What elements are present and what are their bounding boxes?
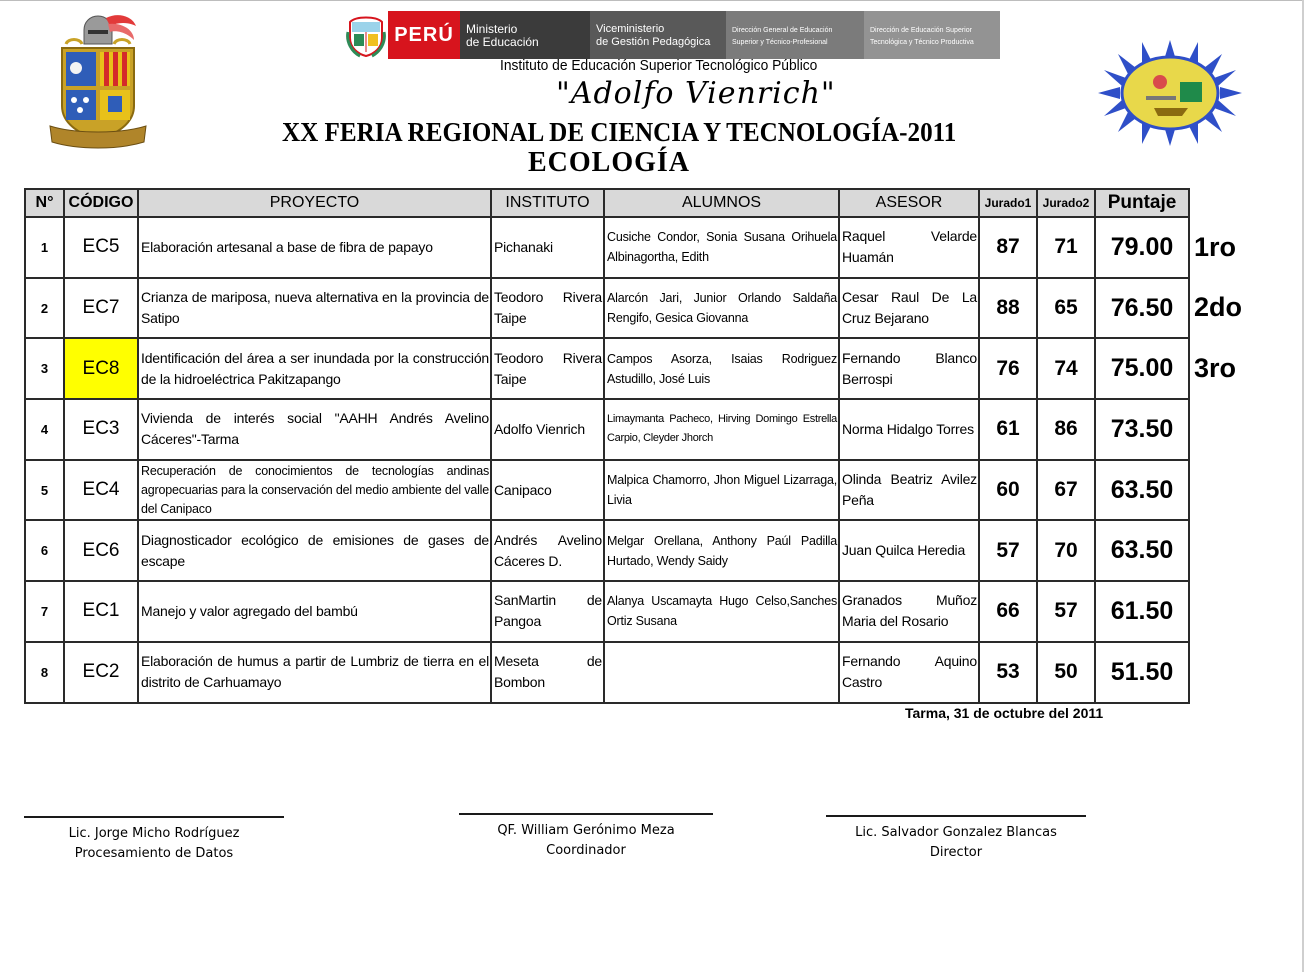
project-code-highlighted: EC8 [64, 338, 138, 399]
jurado2-score: 74 [1037, 338, 1095, 399]
date-line: Tarma, 31 de octubre del 2011 [905, 705, 1104, 721]
viceministry-line-1: Viceministerio [596, 23, 665, 35]
project-title: Crianza de mariposa, nueva alternativa en la provincia de Satipo [138, 278, 491, 339]
table-row [25, 399, 1189, 460]
category-title: ECOLOGÍA [528, 147, 691, 178]
jurado2-score: 67 [1037, 460, 1095, 521]
project-institute: Andrés Avelino Cáceres D. [491, 520, 604, 581]
row-number: 7 [25, 581, 64, 642]
signature-line [459, 813, 713, 815]
ministry-line-1: Ministerio [466, 22, 518, 36]
total-score: 73.50 [1095, 399, 1189, 460]
project-advisor: Juan Quilca Heredia [839, 520, 979, 581]
signature-block-director [826, 815, 1086, 863]
project-code: EC4 [64, 460, 138, 521]
project-code: EC7 [64, 278, 138, 339]
viceministry-line-2: de Gestión Pedagógica [596, 36, 711, 48]
column-header-jurado1: Jurado1 [979, 189, 1037, 217]
directorate-general-line-2: Superior y Técnico-Profesional [732, 39, 828, 46]
project-students: Malpica Chamorro, Jhon Miguel Lizarraga, Livia [604, 460, 839, 521]
directorate-line-1: Dirección de Educación Superior [870, 27, 972, 34]
signer-name: Lic. Jorge Micho Rodríguez [68, 826, 240, 841]
jurado2-score: 57 [1037, 581, 1095, 642]
column-header-advisor: ASESOR [839, 189, 979, 217]
row-number: 1 [25, 217, 64, 278]
project-students: Campos Asorza, Isaias Rodriguez Astudillo, José Luis [604, 338, 839, 399]
project-advisor: Cesar Raul De La Cruz Bejarano [839, 278, 979, 339]
project-students [604, 642, 839, 703]
column-header-project: PROYECTO [138, 189, 491, 217]
project-title: Elaboración artesanal a base de fibra de papayo [138, 217, 491, 278]
signature-block-coordinator [459, 813, 713, 861]
signature-line [24, 816, 284, 818]
project-advisor: Norma Hidalgo Torres [839, 399, 979, 460]
government-banner [344, 11, 1000, 59]
column-header-code: CÓDIGO [64, 189, 138, 217]
jurado2-score: 70 [1037, 520, 1095, 581]
jurado1-score: 57 [979, 520, 1037, 581]
signer-role: Coordinador [546, 843, 626, 858]
total-score: 63.50 [1095, 460, 1189, 521]
jurado2-score: 86 [1037, 399, 1095, 460]
project-title: Vivienda de interés social "AAHH Andrés Avelino Cáceres"-Tarma [138, 399, 491, 460]
results-table [24, 188, 1190, 704]
row-number: 2 [25, 278, 64, 339]
project-institute: Pichanaki [491, 217, 604, 278]
project-title: Recuperación de conocimientos de tecnologías andinas agropecuarias para la conservación del medio ambiente del valle del Canipaco [138, 460, 491, 521]
column-header-score: Puntaje [1095, 189, 1189, 217]
ministry-block [460, 11, 590, 59]
peru-coat-of-arms-icon [344, 11, 388, 59]
directorate-block [864, 11, 1000, 59]
jurado1-score: 76 [979, 338, 1037, 399]
table-row [25, 278, 1189, 339]
column-header-institute: INSTITUTO [491, 189, 604, 217]
project-title: Elaboración de humus a partir de Lumbriz de tierra en el distrito de Carhuamayo [138, 642, 491, 703]
project-code: EC3 [64, 399, 138, 460]
project-advisor: Raquel Velarde Huamán [839, 217, 979, 278]
directorate-line-2: Tecnológica y Técnico Productiva [870, 39, 974, 46]
row-number: 5 [25, 460, 64, 521]
table-row [25, 581, 1189, 642]
project-advisor: Granados Muñoz Maria del Rosario [839, 581, 979, 642]
project-code: EC6 [64, 520, 138, 581]
directorate-general-line-1: Dirección General de Educación [732, 27, 833, 34]
project-students: Alanya Uscamayta Hugo Celso,Sanches Ortiz Susana [604, 581, 839, 642]
signer-role: Director [929, 845, 983, 860]
project-advisor: Fernando Aquino Castro [839, 642, 979, 703]
total-score: 75.00 [1095, 338, 1189, 399]
project-students: Limaymanta Pacheco, Hirving Domingo Estrella Carpio, Cleyder Jhorch [604, 399, 839, 460]
school-crest-logo [46, 10, 150, 152]
total-score: 61.50 [1095, 581, 1189, 642]
place-first: 1ro [1194, 232, 1237, 262]
jurado1-score: 87 [979, 217, 1037, 278]
jurado1-score: 60 [979, 460, 1037, 521]
jurado1-score: 61 [979, 399, 1037, 460]
column-header-jurado2: Jurado2 [1037, 189, 1095, 217]
project-code: EC2 [64, 642, 138, 703]
table-row [25, 460, 1189, 521]
project-students: Cusiche Condor, Sonia Susana Orihuela Albinagortha, Edith [604, 217, 839, 278]
fair-logo [1096, 38, 1244, 148]
total-score: 79.00 [1095, 217, 1189, 278]
ministry-line-2: de Educación [466, 35, 539, 49]
signer-role: Procesamiento de Datos [74, 846, 234, 861]
jurado2-score: 71 [1037, 217, 1095, 278]
project-advisor: Olinda Beatriz Avilez Peña [839, 460, 979, 521]
row-number: 8 [25, 642, 64, 703]
table-row [25, 217, 1189, 278]
jurado1-score: 66 [979, 581, 1037, 642]
total-score: 76.50 [1095, 278, 1189, 339]
project-code: EC1 [64, 581, 138, 642]
project-institute: Canipaco [491, 460, 604, 521]
project-institute: Meseta de Bombon [491, 642, 604, 703]
project-students: Melgar Orellana, Anthony Paúl Padilla Hurtado, Wendy Saidy [604, 520, 839, 581]
signature-block-data-processing [24, 816, 284, 864]
page-top-border [0, 0, 1304, 6]
project-students: Alarcón Jari, Junior Orlando Saldaña Rengifo, Gesica Giovanna [604, 278, 839, 339]
place-third: 3ro [1194, 353, 1237, 383]
table-header-row [25, 189, 1189, 217]
row-number: 6 [25, 520, 64, 581]
project-institute: SanMartin de Pangoa [491, 581, 604, 642]
total-score: 63.50 [1095, 520, 1189, 581]
project-title: Identificación del área a ser inundada por la construcción de la hidroeléctrica Pakitzapango [138, 338, 491, 399]
jurado2-score: 65 [1037, 278, 1095, 339]
signature-line [826, 815, 1086, 817]
institute-name: "Adolfo Vienrich" [556, 76, 836, 111]
place-second: 2do [1194, 292, 1243, 322]
institute-label: Instituto de Educación Superior Tecnológico Público [500, 57, 818, 74]
table-row [25, 338, 1189, 399]
project-title: Diagnosticador ecológico de emisiones de gases de escape [138, 520, 491, 581]
directorate-general-block [726, 11, 864, 59]
table-row [25, 642, 1189, 703]
jurado1-score: 53 [979, 642, 1037, 703]
column-header-students: ALUMNOS [604, 189, 839, 217]
jurado1-score: 88 [979, 278, 1037, 339]
signer-name: QF. William Gerónimo Meza [497, 823, 675, 838]
viceministry-block [590, 11, 726, 59]
total-score: 51.50 [1095, 642, 1189, 703]
project-title: Manejo y valor agregado del bambú [138, 581, 491, 642]
project-institute: Teodoro Rivera Taipe [491, 278, 604, 339]
row-number: 4 [25, 399, 64, 460]
row-number: 3 [25, 338, 64, 399]
project-advisor: Fernando Blanco Berrospi [839, 338, 979, 399]
project-code: EC5 [64, 217, 138, 278]
jurado2-score: 50 [1037, 642, 1095, 703]
event-title: XX FERIA REGIONAL DE CIENCIA Y TECNOLOGÍA-2011 [282, 117, 957, 147]
peru-brand-block: PERÚ [388, 11, 460, 59]
table-row [25, 520, 1189, 581]
column-header-number: N° [25, 189, 64, 217]
project-institute: Teodoro Rivera Taipe [491, 338, 604, 399]
signer-name: Lic. Salvador Gonzalez Blancas [855, 825, 1057, 840]
project-institute: Adolfo Vienrich [491, 399, 604, 460]
